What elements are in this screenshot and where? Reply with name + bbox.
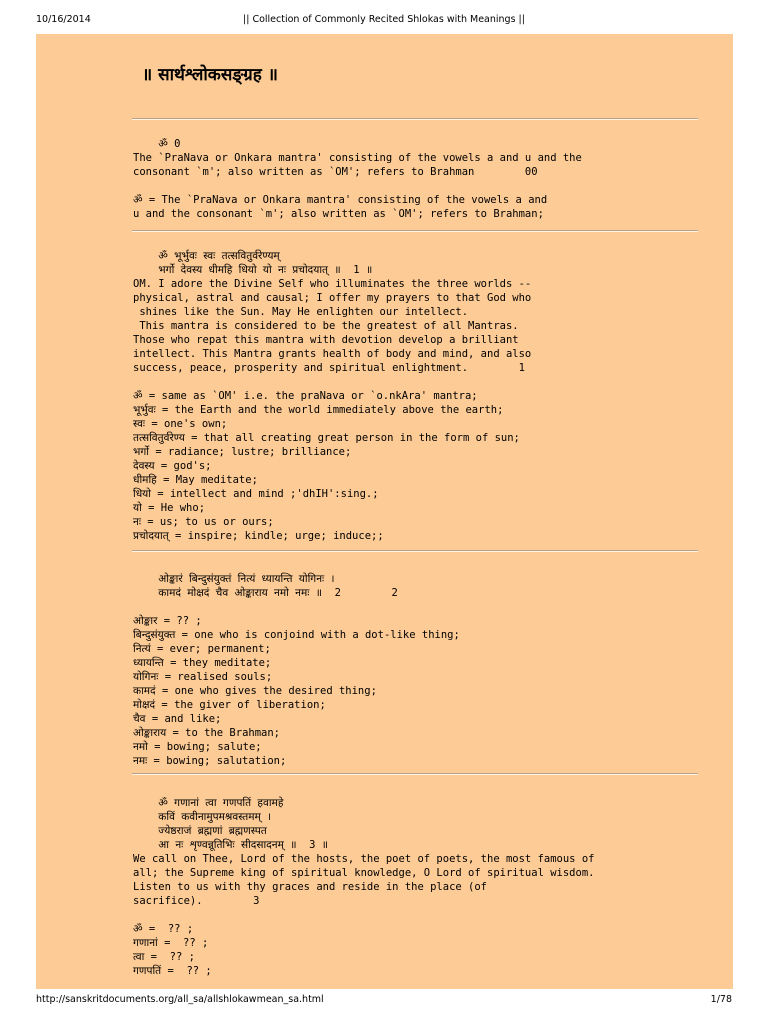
divider: [132, 550, 698, 552]
text-line: कामदं मोक्षदं चैव ओङ्काराय नमो नमः ॥ 2 2: [133, 587, 398, 599]
document-header-title: || Collection of Commonly Recited Shlokas with Meanings ||: [243, 14, 525, 25]
text-line: ॐ 0: [133, 138, 181, 150]
text-line: Those who repat this mantra with devotion develop a brilliant: [133, 334, 519, 346]
text-line: intellect. This Mantra grants health of body and mind, and also: [133, 348, 532, 360]
text-line: यो = He who;: [133, 502, 206, 514]
text-line: success, peace, prosperity and spiritual enlightment. 1: [133, 362, 525, 374]
text-line: physical, astral and causal; I offer my prayers to that God who: [133, 292, 532, 304]
text-line: धियो = intellect and mind ;'dhIH':sing.;: [133, 488, 379, 500]
text-line: [133, 908, 713, 922]
text-line: प्रचोदयात् = inspire; kindle; urge; induce;;: [133, 530, 384, 542]
text-line: We call on Thee, Lord of the hosts, the poet of poets, the most famous of: [133, 853, 595, 865]
text-line: u and the consonant `m'; also written as `OM'; refers to Brahman;: [133, 208, 544, 220]
text-line: ॐ गणानां त्वा गणपतिं हवामहे: [133, 797, 284, 809]
text-line: ज्येष्ठराजं ब्रह्मणां ब्रह्मणस्पत: [133, 825, 267, 837]
text-line: कविं कवीनामुपमश्रवस्तमम् ।: [133, 811, 272, 823]
text-line: ॐ = ?? ;: [133, 923, 194, 935]
text-line: मोक्षदं = the giver of liberation;: [133, 699, 326, 711]
text-line: देवस्य = god's;: [133, 460, 212, 472]
text-line: all; the Supreme king of spiritual knowledge, O Lord of spiritual wisdom.: [133, 867, 595, 879]
text-line: [133, 782, 713, 796]
text-line: ओङ्कारं बिन्दुसंयुक्तं नित्यं ध्यायन्ति योगिनः ।: [133, 573, 335, 585]
text-line: आ नः शृण्वन्नूतिभिः सीदसादनम् ॥ 3 ॥: [133, 839, 329, 851]
text-line: ॐ = same as `OM' i.e. the praNava or `o.nkAra' mantra;: [133, 390, 478, 402]
text-line: योगिनः = realised souls;: [133, 671, 273, 683]
text-line: नित्यं = ever; permanent;: [133, 643, 271, 655]
text-line: तत्सवितुर्वरेण्य = that all creating great person in the form of sun;: [133, 432, 520, 444]
text-line: sacrifice). 3: [133, 895, 260, 907]
text-line: भर्गो = radiance; lustre; brilliance;: [133, 446, 352, 458]
text-line: [133, 600, 713, 614]
page-header: [0, 14, 768, 30]
text-line: This mantra is considered to be the greatest of all Mantras.: [133, 320, 519, 332]
text-line: OM. I adore the Divine Self who illuminates the three worlds --: [133, 278, 532, 290]
text-line: [133, 375, 713, 389]
text-line: The `PraNava or Onkara mantra' consisting of the vowels a and u and the: [133, 152, 582, 164]
content-panel: [36, 34, 733, 989]
text-line: भूर्भुवः = the Earth and the world immediately above the earth;: [133, 404, 504, 416]
shloka-section-3: [133, 782, 713, 978]
text-line: Listen to us with thy graces and reside in the place (of: [133, 881, 488, 893]
text-line: [133, 179, 713, 193]
text-line: कामदं = one who gives the desired thing;: [133, 685, 377, 697]
text-line: ओङ्कार = ?? ;: [133, 615, 202, 627]
text-line: बिन्दुसंयुक्त = one who is conjoind with a dot-like thing;: [133, 629, 460, 641]
text-line: shines like the Sun. May He enlighten our intellect.: [133, 306, 469, 318]
text-line: त्वा = ?? ;: [133, 951, 195, 963]
text-line: स्वः = one's own;: [133, 418, 228, 430]
text-line: [133, 558, 713, 572]
divider: [132, 118, 698, 120]
print-date: 10/16/2014: [36, 14, 91, 25]
shloka-section-0: [133, 137, 713, 221]
text-line: नः = us; to us or ours;: [133, 516, 274, 528]
text-line: भर्गो देवस्य धीमहि धियो यो नः प्रचोदयात् ॥ 1 ॥: [133, 264, 373, 276]
page-number: 1/78: [710, 994, 732, 1005]
source-url[interactable]: http://sanskritdocuments.org/all_sa/allshlokawmean_sa.html: [36, 994, 324, 1005]
text-line: ध्यायन्ति = they meditate;: [133, 657, 272, 669]
divider: [132, 230, 698, 232]
shloka-section-1: [133, 249, 713, 543]
page-footer: [0, 994, 768, 1010]
text-line: consonant `m'; also written as `OM'; refers to Brahman 00: [133, 166, 538, 178]
text-line: गणपतिं = ?? ;: [133, 965, 212, 977]
page-title: ॥ सार्थश्लोकसङ्ग्रह ॥: [142, 65, 278, 85]
text-line: ॐ भूर्भुवः स्वः तत्सवितुर्वरेण्यम्: [133, 250, 280, 262]
text-line: गणानां = ?? ;: [133, 937, 209, 949]
text-line: चैव = and like;: [133, 713, 222, 725]
shloka-section-2: [133, 558, 713, 768]
text-line: ॐ = The `PraNava or Onkara mantra' consisting of the vowels a and: [133, 194, 548, 206]
text-line: नमो = bowing; salute;: [133, 741, 262, 753]
text-line: नमः = bowing; salutation;: [133, 755, 287, 767]
text-line: धीमहि = May meditate;: [133, 474, 258, 486]
text-line: ओङ्काराय = to the Brahman;: [133, 727, 280, 739]
divider: [132, 773, 698, 775]
